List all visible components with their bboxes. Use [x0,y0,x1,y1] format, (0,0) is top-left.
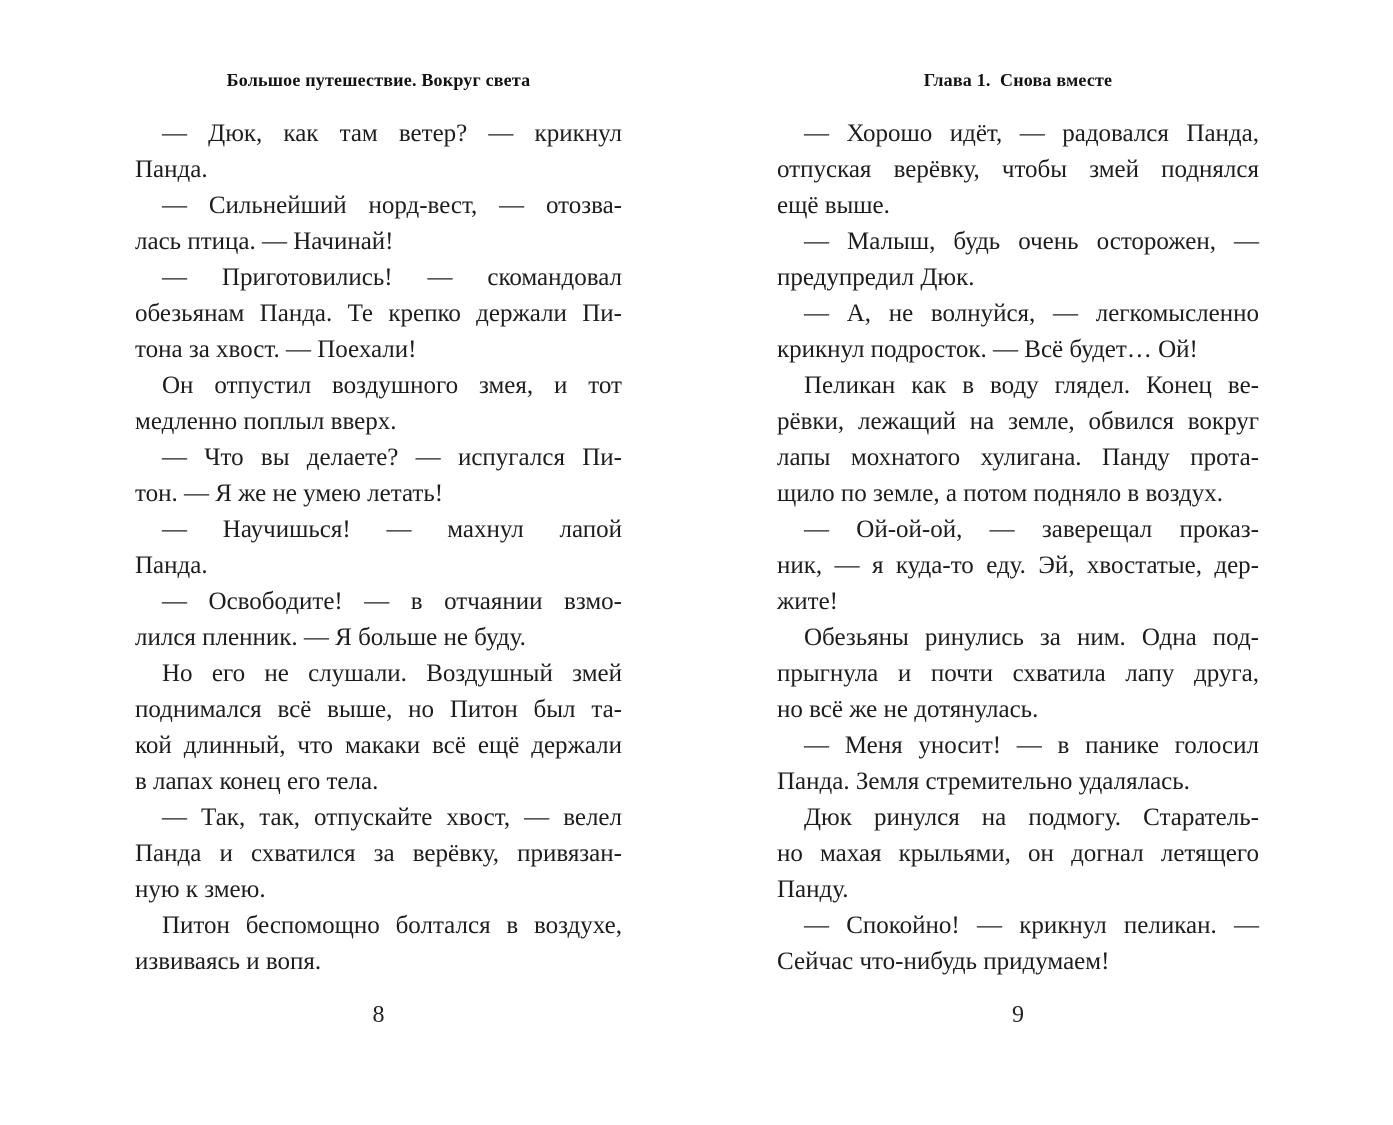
text-line: поднимался всё выше, но Питон был та- [135,696,622,723]
text-line: лился пленник. — Я больше не буду. [135,624,526,651]
text-line: Панду. [777,876,849,903]
running-header-left: Большое путешествие. Вокруг света [226,70,531,90]
text-line: тона за хвост. — Поехали! [135,336,417,363]
text-line: — Дюк, как там ветер? — крикнул [162,120,622,147]
text-line: но махая крыльями, он догнал летящего [777,840,1259,867]
text-line: но всё же не дотянулась. [777,696,1039,723]
page-left [135,70,622,1029]
text-line: Но его не слушали. Воздушный змей [162,660,622,687]
text-line: Дюк ринулся на подмогу. Старатель- [804,804,1259,831]
text-line: Он отпустил воздушного змея, и тот [162,372,622,399]
text-line: — Освободите! — в отчаянии взмо- [162,588,622,615]
text-line: — Меня уносит! — в панике голосил [804,732,1259,759]
text-line: ную к змею. [135,876,266,903]
page-body-right [777,116,1259,980]
page-number-left: 8 [372,1002,385,1028]
text-line: извиваясь и вопя. [135,948,322,975]
text-line: — Так, так, отпускайте хвост, — велел [162,804,622,831]
page-number-right: 9 [1012,1002,1024,1028]
text-line: лапы мохнатого хулигана. Панду прота- [777,444,1259,471]
text-line: Пеликан как в воду глядел. Конец ве- [804,372,1259,399]
text-line: щило по земле, а потом подняло в воздух. [777,480,1223,507]
text-line: лась птица. — Начинай! [135,228,394,255]
text-line: медленно поплыл вверх. [135,408,397,435]
text-line: Сейчас что-нибудь придумаем! [777,948,1110,975]
text-line: — Приготовились! — скомандовал [162,264,622,291]
text-line: прыгнула и почти схватила лапу друга, [777,660,1259,687]
text-line: Панда и схватился за верёвку, привязан- [135,840,622,867]
text-line: предупредил Дюк. [777,264,975,291]
text-line: Обезьяны ринулись за ним. Одна под- [804,624,1259,651]
text-line: Панда. Земля стремительно удалялась. [777,768,1190,795]
text-line: тон. — Я же не умею летать! [135,480,444,507]
text-line: ник, — я куда-то еду. Эй, хвостатые, дер- [777,552,1259,579]
text-line: обезьянам Панда. Те крепко держали Пи- [135,300,622,327]
text-line: жите! [777,588,838,615]
text-line: крикнул подросток. — Всё будет… Ой! [777,336,1198,363]
text-line: — А, не волнуйся, — легкомысленно [804,300,1259,327]
text-line: Питон беспомощно болтался в воздухе, [162,912,622,939]
text-line: — Ой-ой-ой, — заверещал проказ- [804,516,1259,543]
text-line: — Что вы делаете? — испугался Пи- [162,444,622,471]
text-line: кой длинный, что макаки всё ещё держали [135,732,622,759]
text-line: — Сильнейший норд-вест, — отозва- [162,192,622,219]
text-line: в лапах конец его тела. [135,768,379,795]
text-line: ещё выше. [777,192,890,219]
text-line: — Малыш, будь очень осторожен, — [804,228,1259,255]
text-line: отпуская верёвку, чтобы змей поднялся [777,156,1259,183]
text-line: рёвки, лежащий на земле, обвился вокруг [777,408,1259,435]
text-line: Панда. [135,156,208,183]
text-line: — Научишься! — махнул лапой [162,516,622,543]
text-line: — Хорошо идёт, — радовался Панда, [804,120,1259,147]
running-header-right: Глава 1. Снова вместе [923,70,1113,90]
text-line: — Спокойно! — крикнул пеликан. — [804,912,1259,939]
text-line: Панда. [135,552,208,579]
page-body-left [135,116,622,980]
page-right [777,70,1259,1029]
